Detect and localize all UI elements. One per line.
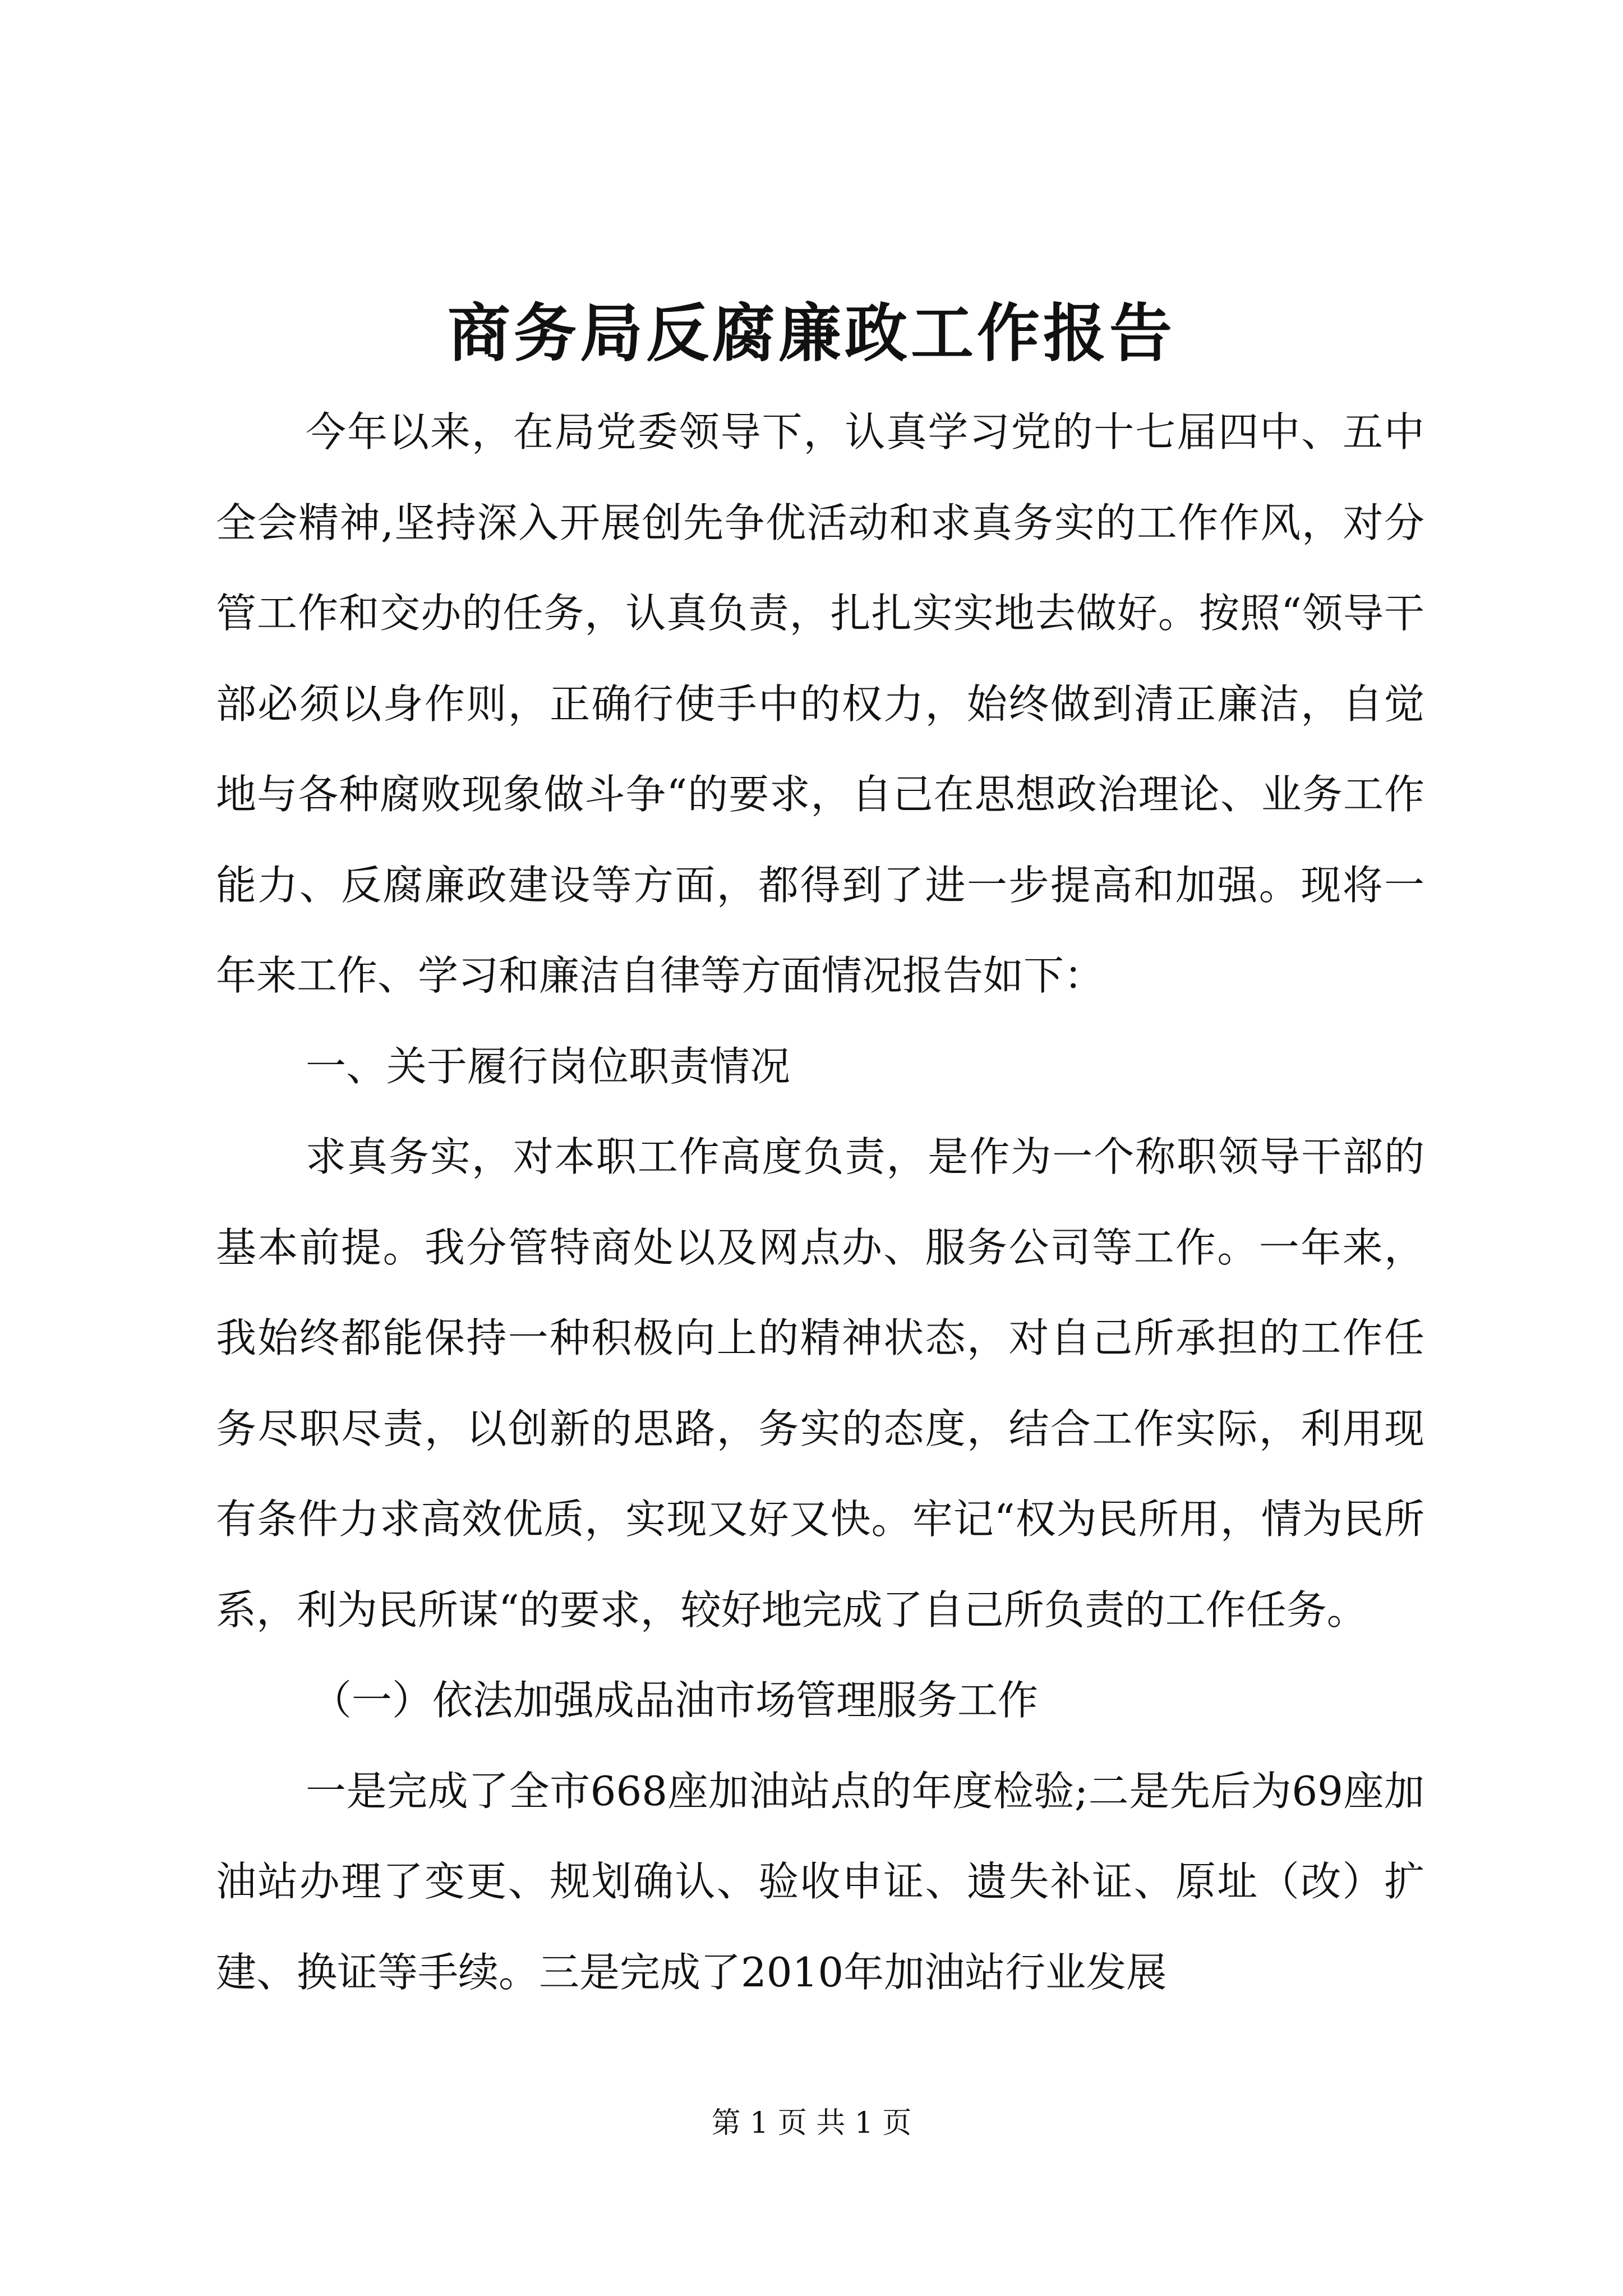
- section-heading-1: 一、关于履行岗位职责情况: [306, 1042, 791, 1090]
- page-number-footer: 第 1 页 共 1 页: [711, 2106, 912, 2140]
- document-title: 商务局反腐廉政工作报告: [448, 297, 1175, 370]
- subsection-1-paragraph: 一是完成了全市668座加油站点的年度检验;二是先后为69座加油站办理了变更、规划确认、验收申证、遗失补证、原址（改）扩建、换证等手续。三是完成了2010年加油站行业发展: [216, 1767, 1424, 1996]
- section-1-paragraph: 求真务实，对本职工作高度负责，是作为一个称职领导干部的基本前提。我分管特商处以及网点办、服务公司等工作。一年来，我始终都能保持一种积极向上的精神状态，对自己所承担的工作任务尽职尽责，以创新的思路，务实的态度，结合工作实际，利用现有条件力求高效优质，实现又好又快。牢记“权为民所用，情为民所系，利为民所谋“的要求，较好地完成了自己所负责的工作任务。: [216, 1133, 1424, 1634]
- intro-paragraph: 今年以来，在局党委领导下，认真学习党的十七届四中、五中全会精神,坚持深入开展创先争优活动和求真务实的工作作风，对分管工作和交办的任务，认真负责，扎扎实实地去做好。按照“领导干部必须以身作则，正确行使手中的权力，始终做到清正廉洁，自觉地与各种腐败现象做斗争“的要求，自己在思想政治理论、业务工作能力、反腐廉政建设等方面，都得到了进一步提高和加强。现将一年来工作、学习和廉洁自律等方面情况报告如下：: [216, 408, 1424, 999]
- document-body: [216, 387, 1424, 2018]
- subsection-heading-1: （一）依法加强成品油市场管理服务工作: [311, 1677, 1039, 1724]
